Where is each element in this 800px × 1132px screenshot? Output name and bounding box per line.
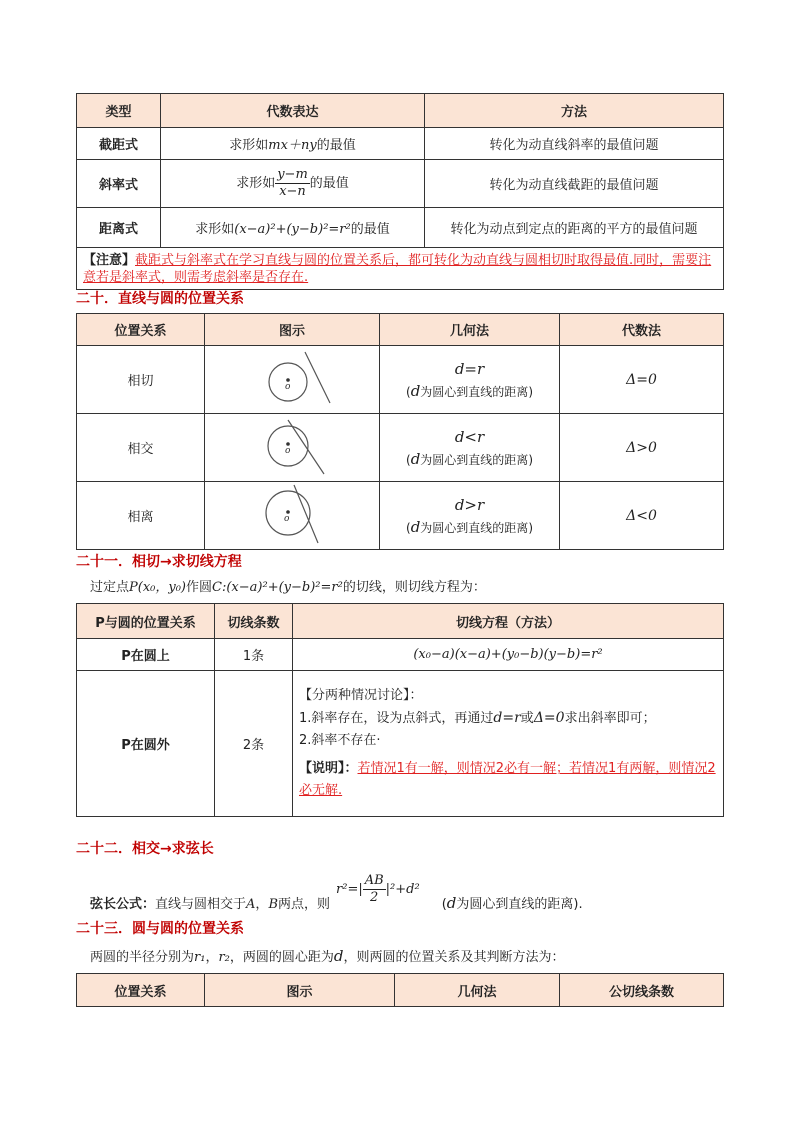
slope-fraction: $\frac{y-m}{x-n}$ xyxy=(277,167,308,199)
header-algebraic: 代数法 xyxy=(560,314,724,346)
chord-formula-line: 弦长公式： 直线与圆相交于 A ， B 两点，则 r²=| $\frac{AB}{2}$ |²+d² (d为圆心到直线的距离). xyxy=(90,873,583,912)
section-22-heading: 二十二．相交→求弦长 xyxy=(76,841,214,857)
distance-note: (d为圆心到直线的距离) xyxy=(406,449,533,468)
algebraic-cell: Δ<0 xyxy=(560,482,724,550)
section-21-intro: 过定点P(x₀，y₀)作圆C:(x−a)²+(y−b)²=r²的切线，则切线方程为： xyxy=(90,580,486,595)
section-21-heading: 二十一．相切→求切线方程 xyxy=(76,554,242,570)
header-tangent-equation: 切线方程（方法） xyxy=(293,604,724,639)
diagram-cell xyxy=(205,346,380,414)
section-23-heading: 二十三．圆与圆的位置关系 xyxy=(76,921,244,937)
intersect-diagram xyxy=(232,416,352,476)
algebraic-cell: Δ>0 xyxy=(560,414,724,482)
geometric-cell xyxy=(380,346,560,414)
diagram-cell xyxy=(205,482,380,550)
table-row xyxy=(77,208,724,248)
type-cell: 截距式 xyxy=(77,128,161,160)
count-cell: 2条 xyxy=(215,671,293,817)
table-row xyxy=(77,160,724,208)
line-circle-table xyxy=(76,313,724,550)
center-label: o xyxy=(284,513,290,524)
header-point-relation: P与圆的位置关系 xyxy=(77,604,215,639)
header-type: 类型 xyxy=(77,94,161,128)
table-row xyxy=(77,671,724,817)
center-label: o xyxy=(285,381,291,392)
header-method: 方法 xyxy=(425,94,724,128)
section-23-intro: 两圆的半径分别为r₁，r₂，两圆的圆心距为d，则两圆的位置关系及其判断方法为： xyxy=(90,947,565,965)
method-cell: 转化为动直线斜率的最值问题 xyxy=(425,128,724,160)
relation-cell: 相切 xyxy=(77,346,205,414)
note-cell: 【注意】截距式与斜率式在学习直线与圆的位置关系后，都可转化为动直线与圆相切时取得最值.同时，需要注意若是斜率式，则需考虑斜率是否存在. xyxy=(77,248,724,290)
line-shape xyxy=(305,352,330,403)
line-shape xyxy=(288,420,324,474)
line-shape xyxy=(294,485,318,543)
type-cell: 距离式 xyxy=(77,208,161,248)
circle-circle-table xyxy=(76,973,724,1007)
table-row xyxy=(77,414,724,482)
relation-cell: P在圆上 xyxy=(77,639,215,671)
header-geometric: 几何法 xyxy=(380,314,560,346)
header-relation: 位置关系 xyxy=(77,974,205,1007)
formula-cell: (x₀−a)(x−a)+(y₀−b)(y−b)=r² xyxy=(293,639,724,671)
chord-note: (d为圆心到直线的距离). xyxy=(441,894,583,912)
diagram-cell xyxy=(205,414,380,482)
type-cell: 斜率式 xyxy=(77,160,161,208)
chord-formula-label: 弦长公式： xyxy=(90,897,156,912)
geometric-condition: d>r xyxy=(454,495,485,514)
section-20-heading: 二十．直线与圆的位置关系 xyxy=(76,291,244,307)
expression-cell: 求形如mx＋ny的最值 xyxy=(161,128,425,160)
header-diagram: 图示 xyxy=(205,314,380,346)
geometric-condition: d=r xyxy=(454,359,485,378)
note-row xyxy=(77,248,724,290)
table-row xyxy=(77,128,724,160)
header-relation: 位置关系 xyxy=(77,314,205,346)
geometric-condition: d<r xyxy=(454,427,485,446)
method-line-2: 1.斜率存在，设为点斜式，再通过d=r或Δ=0求出斜率即可； xyxy=(299,710,656,726)
method-cell: 转化为动直线截距的最值问题 xyxy=(425,160,724,208)
expression-cell: 求形如 $\frac{y-m}{x-n}$ 的最值 xyxy=(161,160,425,208)
method-line-3: 2.斜率不存在· xyxy=(299,733,381,748)
geometric-cell xyxy=(380,482,560,550)
method-cell: 转化为动点到定点的距离的平方的最值问题 xyxy=(425,208,724,248)
method-cell xyxy=(293,671,724,817)
method-note: 【说明】：若情况1有一解，则情况2必有一解；若情况1有两解，则情况2必无解. xyxy=(299,761,716,798)
relation-cell: 相交 xyxy=(77,414,205,482)
algebraic-cell: Δ=0 xyxy=(560,346,724,414)
extremum-table xyxy=(76,93,724,290)
center-label: o xyxy=(285,445,291,456)
distance-note: (d为圆心到直线的距离) xyxy=(406,517,533,536)
table-row xyxy=(77,639,724,671)
expression-cell: 求形如(x−a)²+(y−b)²=r²的最值 xyxy=(161,208,425,248)
table-row xyxy=(77,346,724,414)
distance-note: (d为圆心到直线的距离) xyxy=(406,381,533,400)
header-geometric: 几何法 xyxy=(395,974,560,1007)
separate-diagram xyxy=(232,483,352,545)
geometric-cell xyxy=(380,414,560,482)
relation-cell: P在圆外 xyxy=(77,671,215,817)
chord-formula: r²=| $\frac{AB}{2}$ |²+d² xyxy=(336,873,420,905)
tangent-diagram xyxy=(232,348,352,408)
header-tangent-count: 切线条数 xyxy=(215,604,293,639)
method-line-1: 【分两种情况讨论】： xyxy=(299,688,423,703)
count-cell: 1条 xyxy=(215,639,293,671)
header-common-tangents: 公切线条数 xyxy=(560,974,724,1007)
tangent-line-table xyxy=(76,603,724,817)
relation-cell: 相离 xyxy=(77,482,205,550)
table-row xyxy=(77,482,724,550)
header-expression: 代数表达 xyxy=(161,94,425,128)
header-diagram: 图示 xyxy=(205,974,395,1007)
chord-fraction: $\frac{AB}{2}$ xyxy=(364,873,384,905)
